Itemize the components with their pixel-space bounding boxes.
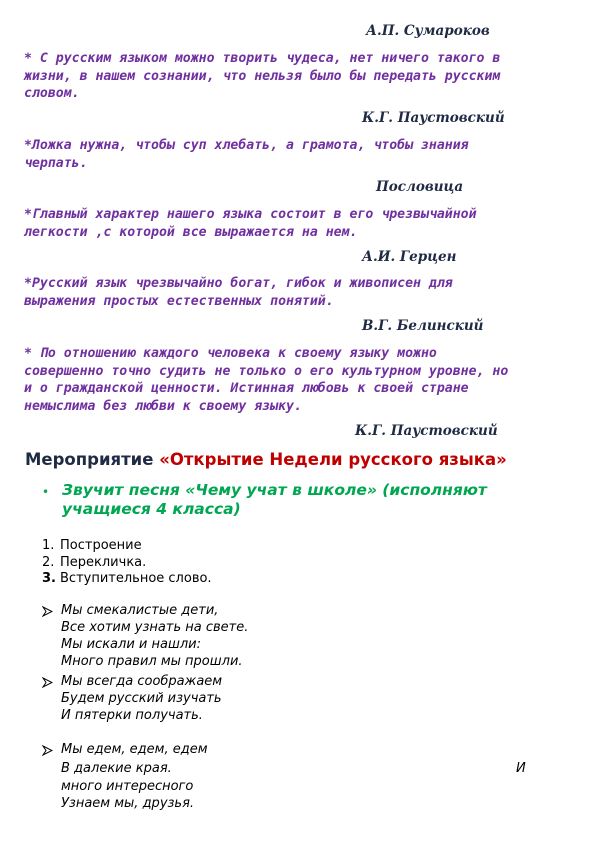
event-heading: [25, 450, 507, 469]
poem-line: И: [516, 761, 526, 776]
poem-line: Будем русский изучать: [61, 691, 222, 706]
event-name: «Открытие Недели русского языка»: [159, 450, 507, 469]
song-announcement: Звучит песня «Чему учат в школе» (исполняют учащиеся 4 класса): [62, 481, 487, 518]
poem-line: много интересного: [61, 779, 194, 794]
poem-line: Узнаем мы, друзья.: [61, 796, 195, 811]
poem-line: Много правил мы прошли.: [61, 654, 243, 669]
arrow-bullet-icon: [42, 606, 53, 617]
arrow-bullet-icon: [42, 745, 53, 756]
bullet-icon: •: [42, 485, 50, 499]
poem-line: Мы искали и нашли:: [61, 637, 201, 652]
quote-text: *Главный характер нашего языка состоит в его чрезвычайной легкости ,с которой все выражается на нем.: [24, 207, 477, 240]
quote-author: В.Г. Белинский: [362, 318, 484, 334]
poem-line: Мы смекалистые дети,: [61, 603, 219, 618]
quote-author: Пословица: [376, 179, 464, 195]
quote-text: *Ложка нужна, чтобы суп хлебать, а грамота, чтобы знания черпать.: [24, 138, 469, 171]
quote-author: А.И. Герцен: [362, 249, 457, 265]
quote-text: * По отношению каждого человека к своему языку можно совершенно точно судить не только о его культурном уровне, но и о гражданской ценности. Истинная любовь к своей стране немыслима без любви к своему языку.: [24, 346, 509, 414]
quote-author: К.Г. Паустовский: [355, 423, 498, 439]
quote-author: К.Г. Паустовский: [362, 110, 505, 126]
poem-line: И пятерки получать.: [61, 708, 203, 723]
poem-line: Мы едем, едем, едем: [61, 742, 208, 757]
quote-text: *Русский язык чрезвычайно богат, гибок и живописен для выражения простых естественных понятий.: [24, 276, 453, 309]
list-item: 2. Перекличка.: [42, 554, 147, 570]
quote-text: * С русским языком можно творить чудеса, нет ничего такого в жизни, в нашем сознании, что нельзя было бы передать русским словом.: [24, 51, 501, 101]
steps-list: [42, 538, 212, 588]
list-item: 3. Вступительное слово.: [42, 571, 212, 587]
arrow-bullet-icon: [42, 677, 53, 688]
quote-author: А.П. Сумароков: [366, 23, 490, 39]
event-prefix: Мероприятие: [25, 450, 160, 469]
list-item: 1. Построение: [42, 538, 142, 553]
poem-line: Мы всегда соображаем: [61, 674, 223, 689]
poem-line: Все хотим узнать на свете.: [61, 620, 249, 635]
poem-line: В далекие края.: [61, 761, 172, 776]
